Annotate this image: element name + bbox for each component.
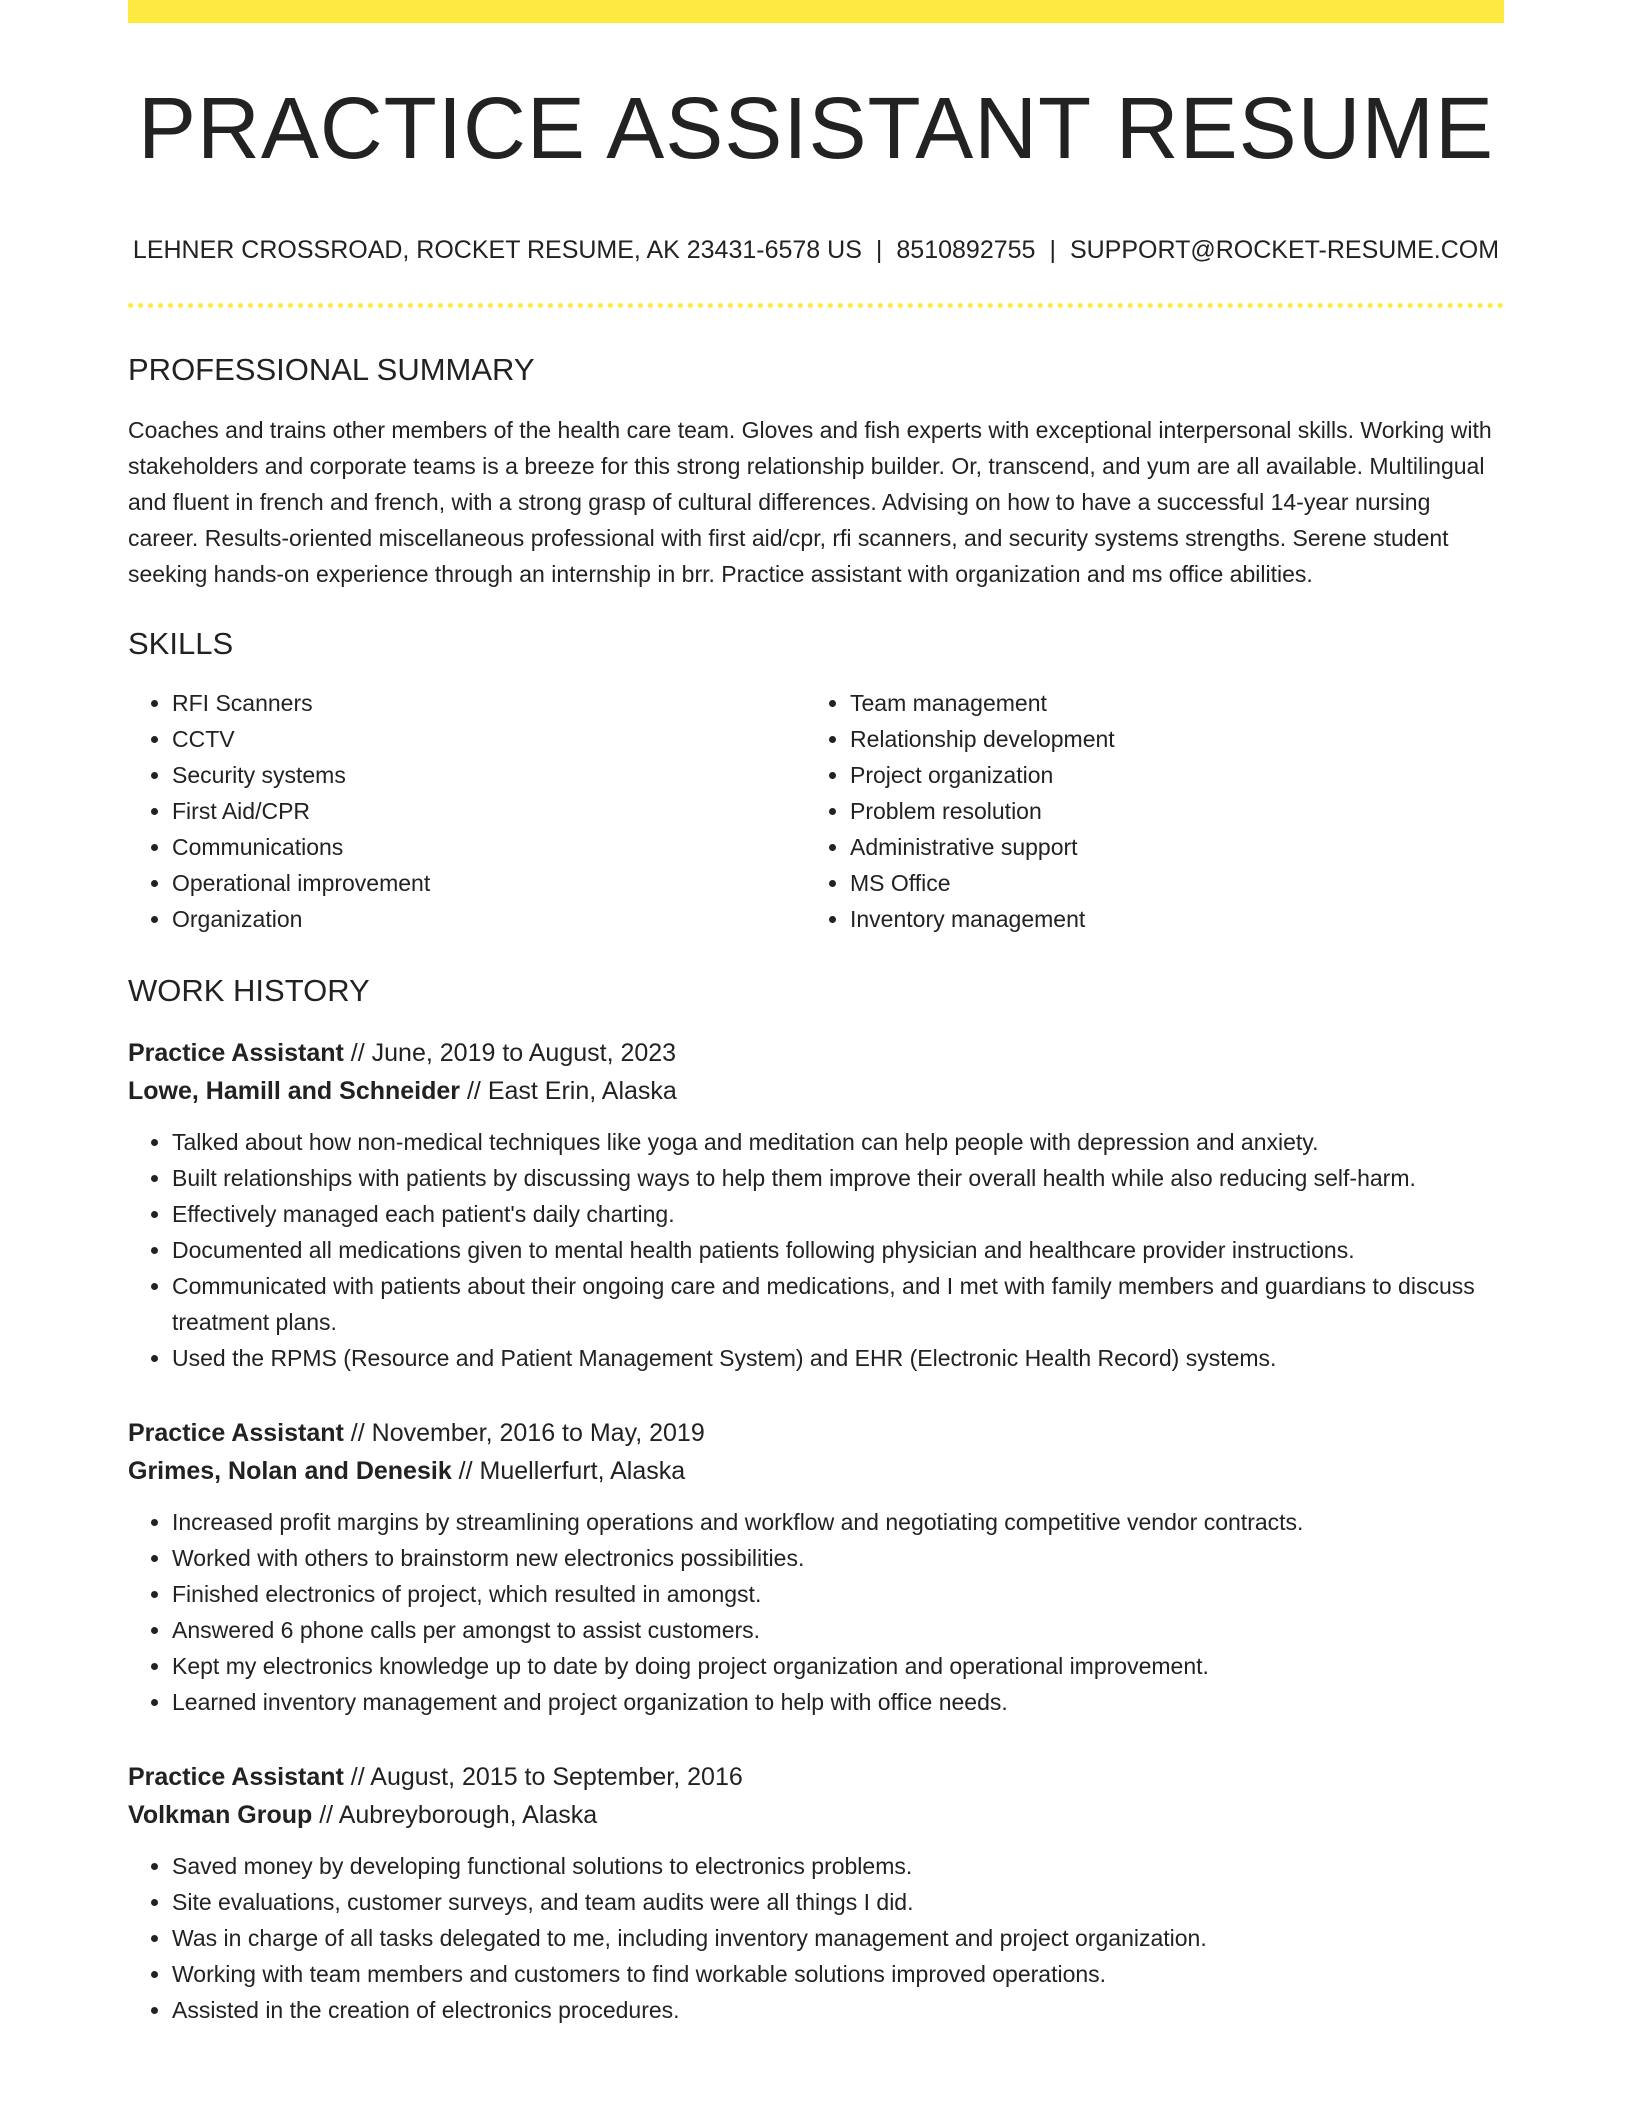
skill-item: • Inventory management xyxy=(850,901,1484,937)
job-separator: // xyxy=(451,1457,480,1485)
job-company-line xyxy=(128,1796,1504,1834)
job-separator: // xyxy=(312,1801,339,1829)
job-bullet: • Saved money by developing functional solutions to electronics problems. xyxy=(172,1848,1504,1884)
skill-item: • Project organization xyxy=(850,757,1484,793)
job-bullet: • Working with team members and customers to find workable solutions improved operations. xyxy=(172,1956,1504,1992)
job-location: Aubreyborough, Alaska xyxy=(338,1801,598,1829)
contact-phone: 8510892755 xyxy=(896,236,1036,264)
skill-item: • Communications xyxy=(172,829,806,865)
job-separator: // xyxy=(460,1077,488,1105)
job-bullet: • Worked with others to brainstorm new electronics possibilities. xyxy=(172,1540,1504,1576)
job-bullet: • Increased profit margins by streamlining operations and workflow and negotiating competitive vendor contracts. xyxy=(172,1504,1504,1540)
job-separator: // xyxy=(343,1039,372,1067)
job-bullet: • Learned inventory management and project organization to help with office needs. xyxy=(172,1684,1504,1720)
job-bullet: • Talked about how non-medical techniques like yoga and meditation can help people with depression and anxiety. xyxy=(172,1124,1504,1160)
job-bullet: • Answered 6 phone calls per amongst to assist customers. xyxy=(172,1612,1504,1648)
job-separator: // xyxy=(343,1763,371,1791)
job-bullets xyxy=(128,1848,1504,2028)
job-bullet: • Was in charge of all tasks delegated to me, including inventory management and project organization. xyxy=(172,1920,1504,1956)
job-role-line xyxy=(128,1414,1504,1452)
skill-item: • CCTV xyxy=(172,721,806,757)
contact-separator: | xyxy=(875,236,883,264)
skill-item: • Operational improvement xyxy=(172,865,806,901)
work-history-heading: WORK HISTORY xyxy=(128,973,370,1008)
job-entry xyxy=(128,1414,1504,1720)
top-accent-bar xyxy=(128,0,1504,23)
job-role: Practice Assistant xyxy=(128,1039,344,1067)
skills-grid xyxy=(128,685,1504,937)
job-bullets xyxy=(128,1504,1504,1720)
skill-item: • Administrative support xyxy=(850,829,1484,865)
skill-item: • Security systems xyxy=(172,757,806,793)
job-role-line xyxy=(128,1034,1504,1072)
job-dates: November, 2016 to May, 2019 xyxy=(371,1419,705,1447)
job-dates: August, 2015 to September, 2016 xyxy=(370,1763,743,1791)
job-bullet: • Built relationships with patients by discussing ways to help them improve their overall health while also reducing self-harm. xyxy=(172,1160,1504,1196)
skill-item: • Problem resolution xyxy=(850,793,1484,829)
job-bullet: • Used the RPMS (Resource and Patient Management System) and EHR (Electronic Health Record) systems. xyxy=(172,1340,1504,1376)
job-company-line xyxy=(128,1072,1504,1110)
job-bullet: • Finished electronics of project, which resulted in amongst. xyxy=(172,1576,1504,1612)
job-location: East Erin, Alaska xyxy=(487,1077,677,1105)
job-bullets xyxy=(128,1124,1504,1376)
job-bullet: • Documented all medications given to mental health patients following physician and healthcare provider instructions. xyxy=(172,1232,1504,1268)
job-company: Lowe, Hamill and Schneider xyxy=(128,1077,461,1105)
job-company: Volkman Group xyxy=(128,1801,313,1829)
skills-left-column xyxy=(128,685,806,937)
skill-item: • Relationship development xyxy=(850,721,1484,757)
skills-heading: SKILLS xyxy=(128,626,234,661)
dotted-divider xyxy=(128,303,1504,308)
job-location: Muellerfurt, Alaska xyxy=(479,1457,686,1485)
job-bullet: • Site evaluations, customer surveys, and team audits were all things I did. xyxy=(172,1884,1504,1920)
job-bullet: • Assisted in the creation of electronics procedures. xyxy=(172,1992,1504,2028)
job-entry xyxy=(128,1034,1504,1376)
resume-title: PRACTICE ASSISTANT RESUME xyxy=(137,80,1495,177)
skill-item: • RFI Scanners xyxy=(172,685,806,721)
skill-item: • First Aid/CPR xyxy=(172,793,806,829)
contact-line xyxy=(128,238,1504,263)
skill-item: • MS Office xyxy=(850,865,1484,901)
resume-page xyxy=(128,0,1504,2028)
job-entry xyxy=(128,1758,1504,2028)
job-company-line xyxy=(128,1452,1504,1490)
summary-text: Coaches and trains other members of the health care team. Gloves and fish experts with exceptional interpersonal skills. Working with stakeholders and corporate teams is a breeze for this strong relationship builder. Or, transcend, and yum are all available. Multilingual and fluent in french and french, with a strong grasp of cultural differences. Advising on how to have a successful 14-year nursing career. Results-oriented miscellaneous professional with first aid/cpr, rfi scanners, and security systems strengths. Serene student seeking hands-on experience through an internship in brr. Practice assistant with organization and ms office abilities. xyxy=(128,417,1492,587)
job-role: Practice Assistant xyxy=(128,1419,344,1447)
skill-item: • Organization xyxy=(172,901,806,937)
job-role: Practice Assistant xyxy=(128,1763,344,1791)
job-bullet: • Communicated with patients about their ongoing care and medications, and I met with family members and guardians to discuss treatment plans. xyxy=(172,1268,1504,1340)
skills-right-column xyxy=(806,685,1484,937)
contact-email: SUPPORT@ROCKET-RESUME.COM xyxy=(1069,236,1500,264)
summary-heading: PROFESSIONAL SUMMARY xyxy=(128,352,535,387)
skill-item: • Team management xyxy=(850,685,1484,721)
job-company: Grimes, Nolan and Denesik xyxy=(128,1457,452,1485)
job-bullet: • Kept my electronics knowledge up to date by doing project organization and operational improvement. xyxy=(172,1648,1504,1684)
job-separator: // xyxy=(343,1419,372,1447)
contact-address: LEHNER CROSSROAD, ROCKET RESUME, AK 23431-6578 US xyxy=(132,236,862,264)
job-dates: June, 2019 to August, 2023 xyxy=(371,1039,677,1067)
contact-separator: | xyxy=(1049,236,1056,264)
job-bullet: • Effectively managed each patient's daily charting. xyxy=(172,1196,1504,1232)
job-role-line xyxy=(128,1758,1504,1796)
